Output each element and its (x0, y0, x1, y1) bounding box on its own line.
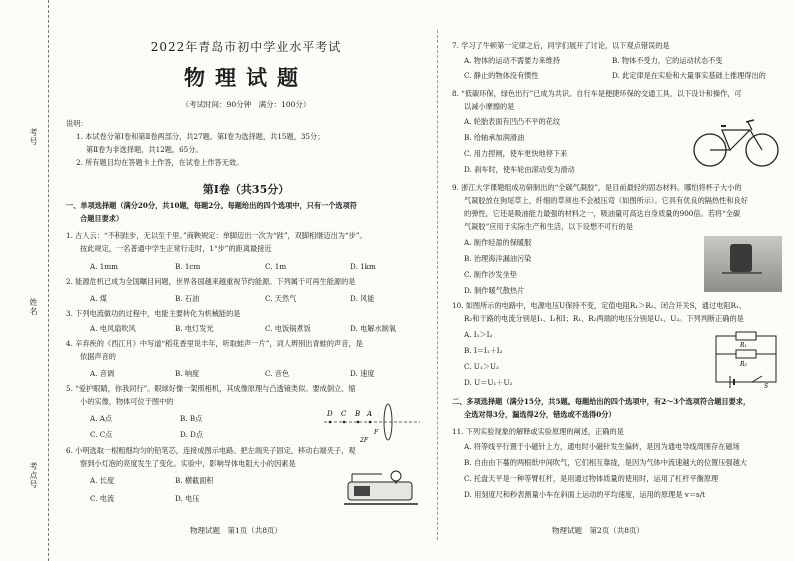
parallel-circuit-diagram (710, 330, 782, 390)
q2-option: D. 风能 (350, 294, 375, 303)
q1-option: A. 1mm (90, 262, 118, 271)
q1-option: D. 1km (350, 262, 376, 271)
q4-option: D. 速度 (350, 369, 375, 378)
q10-option: D. U＝U₁＋U₂ (464, 378, 513, 387)
aerogel-block (730, 244, 752, 272)
q1-line-a: 1. 古人云：“不积跬步，无以至千里。”商鞅规定：单脚迈出一次为“跬”，双脚相继迈出为“步”。 (66, 231, 367, 240)
q6-option: C. 电流 (90, 494, 115, 503)
q5-option: C. C点 (90, 430, 113, 439)
page-2 (442, 0, 787, 561)
r1-label: R₁ (740, 342, 747, 349)
q9-line-b: 气凝胶放在狗尾草上，纤细的草须也不会被压弯（如图所示）。它具有优良的隔热性和良好 (464, 196, 748, 205)
q10-option: C. U₁＞U₂ (464, 362, 499, 371)
q1-option: C. 1m (265, 262, 287, 271)
q6-option: D. 电压 (175, 494, 200, 503)
convex-lens-diagram (322, 400, 422, 448)
q6-option: A. 长度 (90, 476, 115, 485)
q4-line-a: 4. 辛弃疾的《西江月》中写道“稻花香里说丰年，听取蛙声一片”，词人辨别出青蛙的声音，是 (66, 339, 363, 348)
page-2-footer: 物理试题 第2页（共8页） (552, 526, 645, 535)
q2-option: B. 石油 (175, 294, 200, 303)
q11-option: D. 用刻度尺和秒表测量小车在斜面上运动的平均速度，运用的原理是 v＝s/t (464, 490, 706, 499)
note-1b: 第Ⅱ卷为非选择题，共12题，65分。 (86, 145, 203, 154)
q5-option: A. A点 (90, 414, 113, 423)
q5-option: B. B点 (180, 414, 203, 423)
q6-line-a: 6. 小明选取一根粗细均匀的铅笔芯，连接成图示电路。把左端夹子固定，移动右端夹子，观 (66, 446, 356, 455)
grass-stem (722, 272, 762, 274)
q4-option: C. 音色 (265, 369, 290, 378)
note-2: 2. 所有题目均在答题卡上作答，在试卷上作答无效。 (76, 158, 244, 167)
q2-option: A. 煤 (90, 294, 107, 303)
q11-option: A. 将等线平行置于小磁针上方，通电时小磁针发生偏转，是因为通电导线周围存在磁场 (464, 442, 740, 451)
q7-option: A. 物体的运动不需要力来维持 (464, 56, 561, 65)
q8-option: D. 刹车时，使车轮由滚动变为滑动 (464, 165, 575, 174)
q8-option: C. 用力捏闸，使车更快地停下来 (464, 149, 568, 158)
part1-heading-a: 一、单项选择题（满分20分，共10题，每题2分。每题给出的四个选项中，只有一个选项符 (66, 201, 357, 210)
q7-option: B. 物体不受力，它的运动状态不变 (612, 56, 723, 65)
lens-label-b: B (355, 410, 361, 418)
lens-label-2f: 2F (360, 437, 368, 444)
q11-option: B. 自由由下蔓的两根纸中间吹气，它们相互靠拢，是因为气体中流速越大的位置压强越大 (464, 458, 747, 467)
q8-line-b: 以减小摩擦的是 (464, 102, 515, 111)
notes-heading: 说明： (66, 119, 88, 128)
q9-option: B. 治理海洋漏油污染 (464, 254, 532, 263)
q11-option: C. 托盘天平是一种等臂杠杆，是用通过物体质量的使用时，运用了杠杆平衡原理 (464, 474, 719, 483)
q9-line-a: 9. 浙江大学课题组成功研制出的“全碳气凝胶”，是目前最轻的固态材料。哪怕将杯子大小的 (452, 183, 742, 192)
subject-title: 物理试题 (184, 65, 308, 90)
q8-line-a: 8. “低碳环保，绿色出行”已成为共识。自行车是便捷环保的交通工具，以下设计和操作，可 (452, 89, 742, 98)
switch-label: S (764, 383, 769, 390)
q10-line-b: R₂和干路的电流分别是I₁、I₂和I；R₁、R₂两端的电压分别是U₁、U₂。下列判断正确的是 (464, 314, 744, 323)
lens-label-d: D (327, 410, 333, 418)
q1-option: B. 1cm (175, 262, 201, 271)
page-divider (437, 30, 438, 540)
q9-line-c: 的弹性，它还是吸油能力最强的材料之一，吸油量可高达自身质量的900倍。若将“全碳 (464, 209, 741, 218)
lens-label-c: C (341, 410, 347, 418)
section-heading: 第Ⅰ卷（共35分） (202, 183, 290, 196)
q9-option: C. 制作沙发坐垫 (464, 270, 517, 279)
exam-info: （考试时间：90分钟 满分：100分） (181, 100, 311, 109)
q4-option: B. 响度 (175, 369, 200, 378)
aerogel-photo (704, 236, 782, 292)
q10-line-a: 10. 如图所示的电路中，电源电压U保持不变，定值电阻R₁＞R₂。闭合开关S，通过电阻R₁、 (452, 301, 746, 310)
page-1 (60, 0, 432, 561)
page-1-footer: 物理试题 第1页（共8页） (190, 526, 283, 535)
r2-label: R₂ (740, 361, 747, 368)
name-label: 姓名 (29, 298, 38, 316)
q9-option: A. 制作轻盈的保暖服 (464, 238, 532, 247)
bicycle-figure (690, 112, 782, 170)
binding-line (48, 0, 49, 561)
q10-option: B. I＝I₁＋I₂ (464, 346, 503, 355)
q3-option: C. 电饭锅煮饭 (265, 324, 311, 333)
q7-option: D. 此定律是在实验和大量事实基础上推理得出的 (612, 71, 766, 80)
q7-option: C. 静止的物体没有惯性 (464, 71, 539, 80)
q1-line-b: 按此规定，一名普通中学生正常行走时，1“步”的距离最接近 (80, 244, 272, 253)
q5-line-b: 小的实像，物体可位于图中的 (80, 397, 174, 406)
q2-option: C. 天然气 (265, 294, 297, 303)
pencil-lead-circuit-figure (342, 466, 422, 512)
q6-line-b: 察到小灯泡的亮度发生了变化。实验中，影响导体电阻大小的因素是 (80, 459, 296, 468)
q3-option: B. 电灯发光 (175, 324, 214, 333)
q5-option: D. D点 (180, 430, 204, 439)
q10-option: A. I₁＞I₂ (464, 330, 493, 339)
note-1a: 1. 本试卷分第Ⅰ卷和第Ⅱ卷两部分，共27题。第Ⅰ卷为选择题，共15题，35分； (76, 132, 325, 141)
q3-option: D. 电解水制氧 (350, 324, 397, 333)
part2-heading-a: 二、多项选择题（满分15分，共5题。每题给出的四个选项中，有2～3个选项符合题目要求， (452, 397, 751, 406)
q9-line-d: 气凝胶”应用于实际生产和生活，以下设想不可行的是 (464, 222, 633, 231)
exam-site-label: 考点号 (29, 462, 38, 489)
q7-line: 7. 学习了牛顿第一定律之后，同学们展开了讨论，以下观点错误的是 (452, 41, 670, 50)
q4-line-b: 依据声音的 (80, 352, 116, 361)
part1-heading-b: 合题目要求） (80, 214, 124, 223)
lens-label-a: A (367, 410, 373, 418)
q8-option: B. 给轴承加润滑油 (464, 133, 525, 142)
q5-line-a: 5. “爱护眼睛，你我同行”。眼球好像一架照相机，其成像原理与凸透镜类似。要成倒立、缩 (66, 384, 356, 393)
q9-option: D. 制作暖气散热片 (464, 286, 525, 295)
q4-option: A. 音调 (90, 369, 115, 378)
q3-option: A. 电风扇吹风 (90, 324, 136, 333)
lens-label-f: F (374, 429, 379, 436)
kaohao-label: 考号 (29, 128, 38, 146)
q3-line: 3. 下列电流做功的过程中，电能主要转化为机械能的是 (66, 309, 241, 318)
part2-heading-b: 全选对得3分，漏选得2分，错选或不选得0分） (464, 410, 616, 419)
q8-option: A. 轮胎表面有凹凸不平的花纹 (464, 117, 561, 126)
exam-title: 2022年青岛市初中学业水平考试 (150, 40, 342, 54)
q11-line: 11. 下列实验现象的解释或实验原理的阐述，正确的是 (452, 427, 624, 436)
q6-option: B. 横截面积 (175, 476, 214, 485)
q2-line: 2. 能源危机已成为全国瞩目问题，世界各国越来越重视节约能源。下列属于可再生能源的是 (66, 277, 356, 286)
